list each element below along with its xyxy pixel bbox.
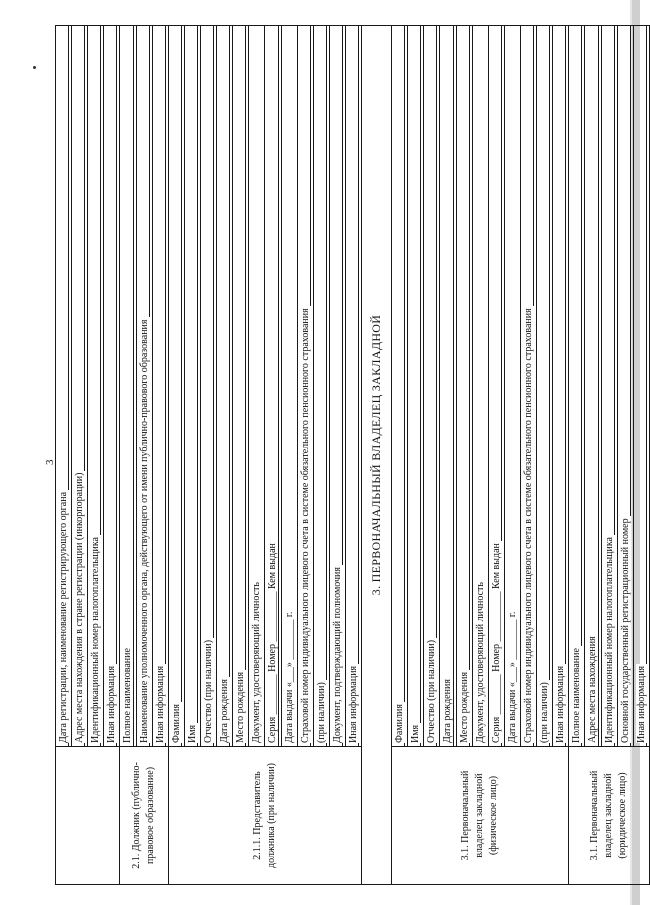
- top-block-label: [56, 747, 120, 885]
- form-field-row[interactable]: Имя: [184, 26, 200, 747]
- form-field-row[interactable]: Дата рождения: [440, 26, 456, 747]
- form-field-row[interactable]: (при наличии): [313, 26, 329, 747]
- form-field-row[interactable]: Полное наименование: [120, 26, 136, 747]
- form-field-row[interactable]: Иная информация: [152, 26, 168, 747]
- form-field-row[interactable]: Дата выдачи «___» ________ г.: [504, 26, 520, 747]
- form-field-row[interactable]: Иная информация: [104, 26, 120, 747]
- form-field-row[interactable]: Иная информация: [345, 26, 361, 747]
- form-field-row[interactable]: Место рождения: [233, 26, 249, 747]
- owner-individual-label: 3.1. Первоначальный владелец закладной (физическое лицо): [392, 747, 569, 885]
- owner-legal-label: 3.1. Первоначальный владелец закладной (юридическое лицо): [569, 747, 650, 885]
- form-field-row[interactable]: Серия ________ Номер __________ Кем выдан: [265, 26, 281, 747]
- form-table: [55, 25, 650, 885]
- form-field-row[interactable]: Документ, подтверждающий полномочия: [329, 26, 345, 747]
- form-field-row: Документ, удостоверяющий личность: [472, 26, 488, 747]
- form-field-row[interactable]: Дата выдачи «___» ________ г.: [281, 26, 297, 747]
- representative-label: 2.1.1. Представитель должника (при наличии): [168, 747, 361, 885]
- form-field-row: Документ, удостоверяющий личность: [249, 26, 265, 747]
- form-field-row[interactable]: Иная информация: [633, 26, 649, 747]
- form-field-row[interactable]: Серия ________ Номер __________ Кем выдан: [488, 26, 504, 747]
- section-heading: 3. ПЕРВОНАЧАЛЬНЫЙ ВЛАДЕЛЕЦ ЗАКЛАДНОЙ: [362, 26, 392, 885]
- form-field-row[interactable]: Отчество (при наличии): [424, 26, 440, 747]
- form-field-row[interactable]: Фамилия: [168, 26, 184, 747]
- debtor-public-label: 2.1. Должник (публично-правовое образование): [120, 747, 168, 885]
- form-field-row[interactable]: Адрес места нахождения в стране регистрации (инкорпорации): [72, 26, 88, 747]
- form-field-row[interactable]: Страховой номер индивидуального лицевого счета в системе обязательного пенсионного страхования: [297, 26, 313, 747]
- form-field-row[interactable]: Страховой номер индивидуального лицевого счета в системе обязательного пенсионного страхования: [520, 26, 536, 747]
- form-field-row[interactable]: Имя: [408, 26, 424, 747]
- form-field-row[interactable]: Идентификационный номер налогоплательщика: [601, 26, 617, 747]
- form-field-row[interactable]: Дата регистрации, наименование регистрирующего органа: [56, 26, 72, 747]
- form-field-row[interactable]: Идентификационный номер налогоплательщика: [88, 26, 104, 747]
- form-field-row[interactable]: Наименование уполномоченного органа, действующего от имени публично-правового образования: [136, 26, 152, 747]
- form-field-row[interactable]: Иная информация: [553, 26, 569, 747]
- form-field-row[interactable]: Фамилия: [392, 26, 408, 747]
- page-number: 3: [44, 459, 56, 465]
- form-field-row[interactable]: (при наличии): [537, 26, 553, 747]
- form-field-row[interactable]: Адрес места нахождения: [585, 26, 601, 747]
- form-field-row[interactable]: Дата рождения: [217, 26, 233, 747]
- form-field-row[interactable]: Основной государственный регистрационный номер: [617, 26, 633, 747]
- form-field-row[interactable]: Место рождения: [456, 26, 472, 747]
- form-field-row[interactable]: Отчество (при наличии): [200, 26, 216, 747]
- form-field-row[interactable]: Полное наименование: [569, 26, 585, 747]
